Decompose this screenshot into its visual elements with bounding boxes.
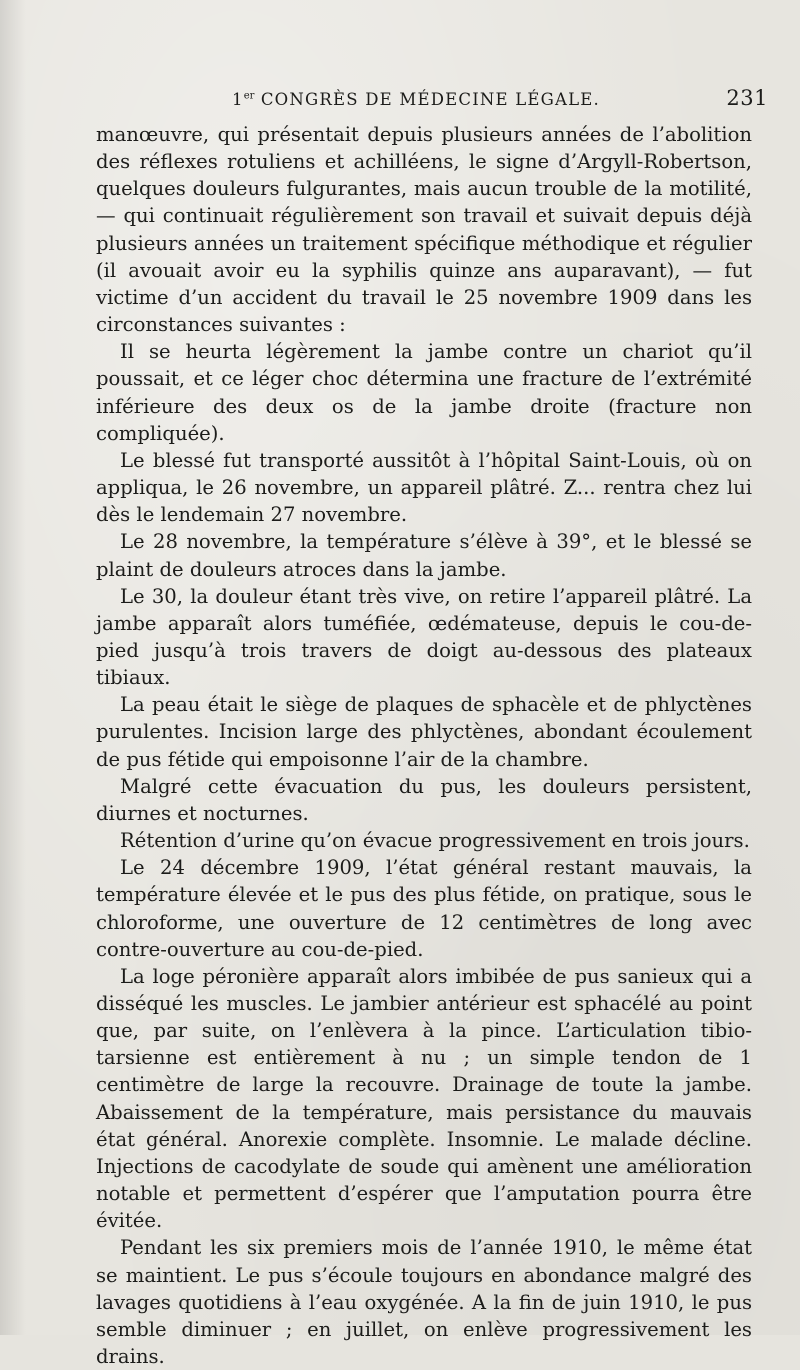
body-text — [96, 121, 752, 1370]
running-title-text: CONGRÈS DE MÉDECINE LÉGALE. — [260, 90, 600, 109]
spine-shadow — [0, 0, 26, 1335]
paragraph: Le blessé fut transporté aussitôt à l’hôpital Saint-Louis, où on appliqua, le 26 novembre, un appareil plâtré. Z... rentra chez lui dès le lendemain 27 novembre. — [96, 448, 752, 527]
paragraph: Pendant les six premiers mois de l’année 1910, le même état se maintient. Le pus s’écoule toujours en abondance malgré des lavages quotidiens à l’eau oxygénée. A la fin de juin 1910, le pus semble diminuer ; en juillet, on enlève progressivement les drains. — [96, 1236, 752, 1369]
paragraph: La loge péronière apparaît alors imbibée de pus sanieux qui a disséqué les muscles. Le jambier antérieur est sphacélé au point que, par suite, on l’enlèvera à la pince. L’articulation tibio-tarsienne est entièrement à nu ; un simple tendon de 1 centimètre de large la recouvre. Drainage de toute la jambe. Abaissement de la température, mais persistance du mauvais état général. Anorexie complète. Insomnie. Le malade décline. Injections de cacodylate de soude qui amènent une amélioration notable et permettent d’espérer que l’amputation pourra être évitée. — [96, 964, 752, 1233]
ordinal-suffix: er — [243, 90, 255, 102]
paragraph: Le 30, la douleur étant très vive, on retire l’appareil plâtré. La jambe apparaît alors tuméfiée, œdémateuse, depuis le cou-de-pied jusqu’à trois travers de doigt au-dessous des plateaux tibiaux. — [96, 584, 752, 690]
ordinal: 1 — [232, 90, 244, 109]
paragraph: Malgré cette évacuation du pus, les douleurs persistent, diurnes et nocturnes. — [96, 774, 752, 825]
paragraph: Le 24 décembre 1909, l’état général restant mauvais, la température élevée et le pus des plus fétide, on pratique, sous le chloroforme, une ouverture de 12 centimètres de long avec contre-ouverture au cou-de-pied. — [96, 856, 752, 961]
paragraph: Il se heurta légèrement la jambe contre un chariot qu’il poussait, et ce léger choc détermina une fracture de l’extrémité inférieure des deux os de la jambe droite (fracture non compliquée). — [96, 340, 752, 445]
paragraph-continuation: manœuvre, qui présentait depuis plusieurs années de l’abolition des réflexes rotuliens et achilléens, le signe d’Argyll-Robertson, quelques douleurs fulgurantes, mais aucun trouble de la motilité, — qui continuait régulièrement son travail et suivait depuis déjà plusieurs années un traitement spécifique méthodique et régulier (il avouait avoir eu la syphilis quinze ans auparavant), — fut victime d’un accident du travail le 25 novembre 1909 dans les circonstances suivantes : — [96, 123, 752, 337]
running-head — [96, 86, 770, 116]
paragraph: Rétention d’urine qu’on évacue progressivement en trois jours. — [120, 829, 750, 853]
paragraph: Le 28 novembre, la température s’élève à 39°, et le blessé se plaint de douleurs atroces dans la jambe. — [96, 530, 752, 581]
page-number: 231 — [726, 86, 768, 110]
running-title — [232, 90, 600, 109]
paragraph: La peau était le siège de plaques de sphacèle et de phlyctènes purulentes. Incision large des phlyctènes, abondant écoulement de pus fétide qui empoisonne l’air de la chambre. — [96, 693, 752, 771]
